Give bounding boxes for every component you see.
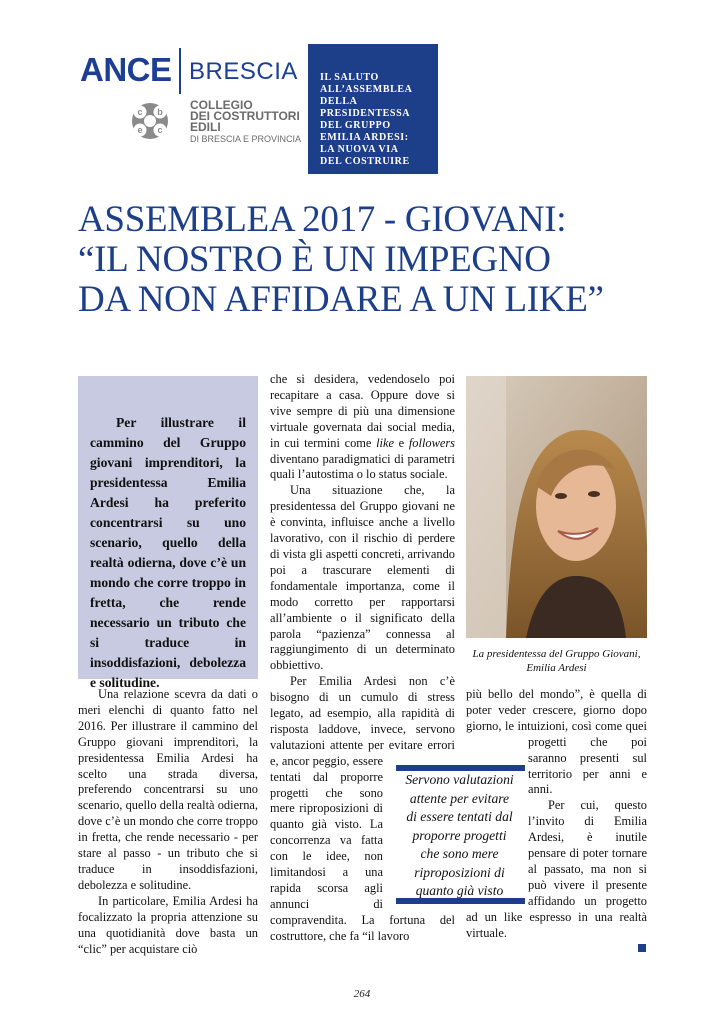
page-number: 264 [353, 988, 371, 1000]
photo-caption: La presidentessa del Gruppo Giovani, Emilia Ardesi [472, 648, 641, 674]
ance-logo-text: ANCE [80, 51, 172, 88]
col2-p1-text-c: diventano paradigmatici di parametri quali l’autostima o lo status sociale. [270, 451, 455, 482]
col2-p1-like: like [376, 435, 394, 450]
col2-p1-followers: followers [408, 435, 455, 450]
brescia-logo-text: BRESCIA [189, 58, 298, 85]
collegio-line-3: EDILI [190, 120, 221, 134]
logo-divider [179, 48, 181, 94]
col2-paragraph-2: Una situazione che, la presidentessa del Gruppo giovani ne è convinta, influisce anche a livello lavorativo, con il rischio di perdere di vista gli aspetti concreti, arrivando poi a trascurare elementi di fondamentale importanza, come il modo corretto per rapportarsi all’ambiente o il significato della parola “pazienza” connessa al raggiungimento di un determinato obbiettivo. [270, 483, 455, 673]
pull-quote: Servono valutazioni attente per evitare di essere tentati dal proporre progetti che sono mere riproposizioni di quanto già visto [393, 771, 526, 901]
column-1 [78, 687, 258, 957]
col2-paragraph-3: Per Emilia Ardesi non c’è bisogno di un cumulo di stress legato, ad esempio, alla rapidità di risposta laddove, invece, servono valutazioni attente per evitare errori e, ancor peggio, essere tentati dal proporre progetti che sono mere riproposizioni di quanto già visto. La concorrenza va fatta con le idee, non limitandosi a una rapida scorsa agli annunci di compravendita. La fortuna del costruttore, che fa “il lavoro [270, 674, 455, 943]
article-end-mark [638, 944, 646, 952]
col1-paragraph-2: In particolare, Emilia Ardesi ha focalizzato la propria attenzione su una quotidianità dove basta un “clic” per acquistare ciò [78, 893, 258, 956]
col1-paragraph-1: Una relazione scevra da dati o meri elenchi di quanto fatto nel 2016. Per illustrare il cammino del Gruppo giovani imprenditori, la presidentessa Emilia Ardesi ha scelto una strada diversa, preferendo concentrarsi su uno scenario, quello della realtà odierna, dove c’è un mondo che corre troppo in fretta, che rende necessario - per stare al passo - un tributo che si traduce in insoddisfazioni, debolezza e solitudine. [78, 687, 258, 892]
collegio-logo-icon [126, 101, 174, 141]
collegio-line-2: DEI COSTRUTTORI [190, 109, 300, 123]
section-box-text: IL SALUTO ALL’ASSEMBLEA DELLA PRESIDENTESSA DEL GRUPPO EMILIA ARDESI: LA NUOVA VIA DEL COSTRUIRE [320, 72, 413, 167]
lead-box [78, 376, 258, 690]
col3-paragraph-2: Per cui, questo l’invito di Emilia Ardesi, è inutile pensare di poter tornare al passato, ma non si può vivere il presente affidando un progetto ad un like espresso in una realtà virtuale. [466, 798, 647, 940]
svg-text:c: c [157, 125, 163, 135]
portrait-illustration [466, 376, 647, 638]
collegio-name [190, 100, 301, 145]
svg-text:b: b [157, 107, 163, 117]
svg-text:c: c [137, 107, 143, 117]
collegio-line-1: COLLEGIO [190, 98, 253, 112]
section-box [308, 44, 438, 174]
col3-paragraph-1: più bello del mondo”, è quella di poter veder crescere, giorno dopo giorno, le intuizioni, così come quei progetti che poi saranno presenti sul territorio per anni e anni. [466, 687, 647, 797]
pull-quote-bottom-rule [396, 898, 525, 904]
portrait-photo [466, 376, 647, 638]
svg-text:e: e [137, 125, 143, 135]
collegio-line-4: DI BRESCIA E PROVINCIA [190, 134, 302, 144]
article-title: ASSEMBLEA 2017 - GIOVANI: “IL NOSTRO È UN IMPEGNO DA NON AFFIDARE A UN LIKE” [78, 199, 604, 320]
col2-p1-text-b: e [394, 435, 409, 450]
col2-p1-text-a: che si desidera, vedendoselo poi recapitare a casa. Oppure dove si vive sempre di più una dimensione virtuale governata dai social media, in cui termini come [270, 372, 455, 450]
col2-paragraph-1 [270, 372, 455, 483]
lead-text: Per illustrare il cammino del Gruppo giovani imprenditori, la presidentessa Emilia Ardesi ha preferito concentrarsi su uno scenario, quello della realtà odierna, dove c’è un mondo che corre troppo in fretta, che rende necessario un tributo che si traduce in insoddisfazioni, debolezza e solitudine. [90, 415, 246, 690]
